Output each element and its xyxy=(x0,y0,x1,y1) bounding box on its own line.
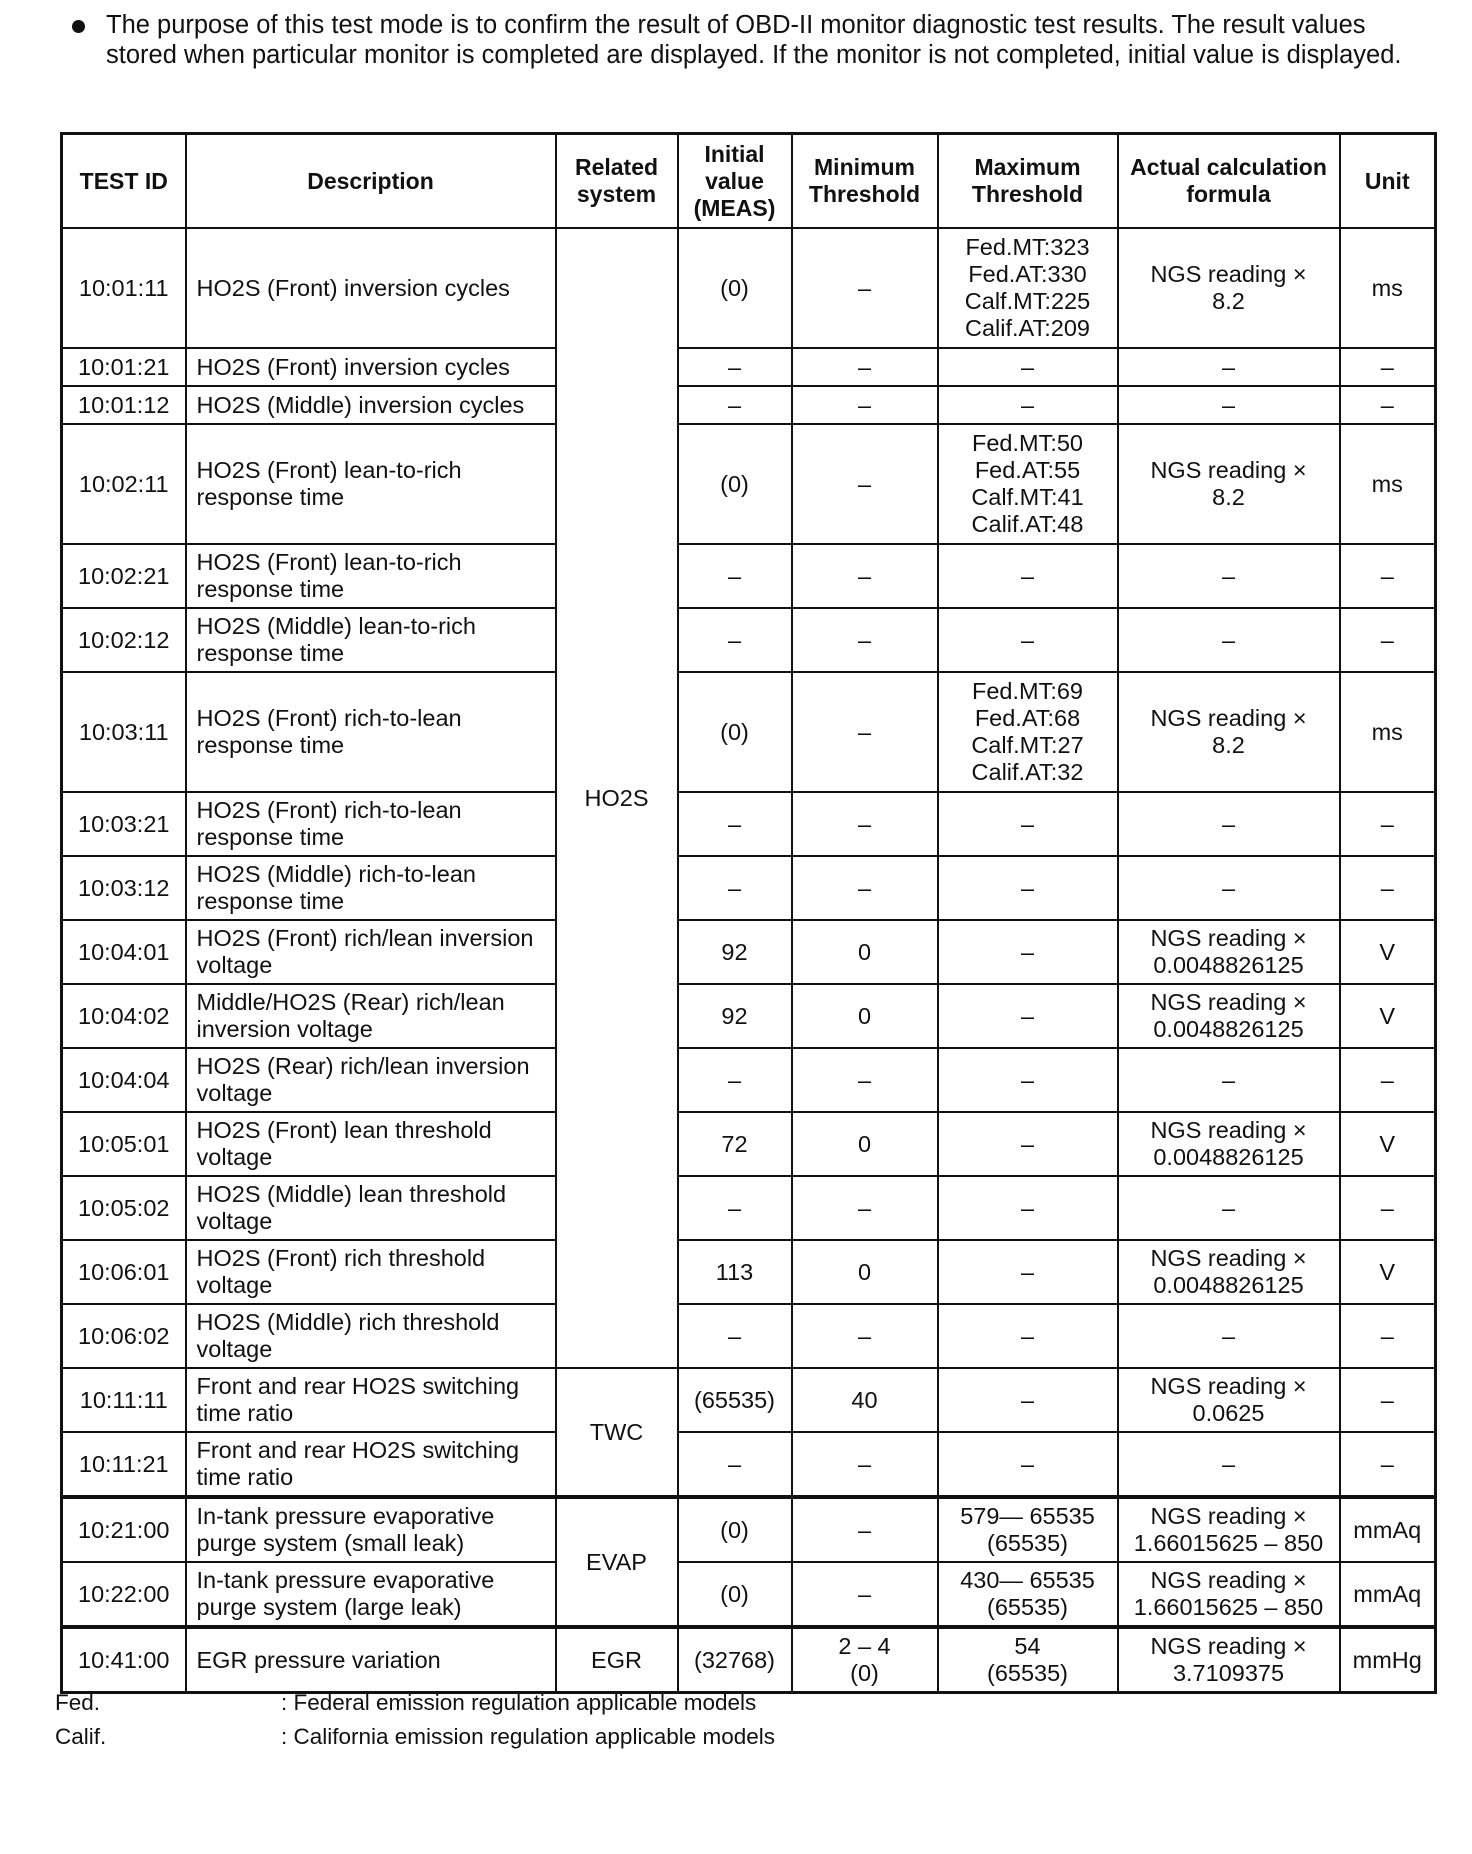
max-threshold-cell: – xyxy=(938,608,1118,672)
test-id-cell: 10:01:12 xyxy=(62,386,186,424)
formula-cell: NGS reading × 0.0048826125 xyxy=(1118,1240,1340,1304)
description-cell: Front and rear HO2S switching time ratio xyxy=(186,1432,556,1497)
description-cell: HO2S (Front) inversion cycles xyxy=(186,228,556,348)
formula-cell: – xyxy=(1118,1048,1340,1112)
test-id-cell: 10:22:00 xyxy=(62,1562,186,1627)
footnote-term: Fed. xyxy=(55,1690,101,1715)
initial-value-cell: – xyxy=(678,1176,792,1240)
formula-cell: NGS reading × 0.0048826125 xyxy=(1118,920,1340,984)
test-id-cell: 10:03:12 xyxy=(62,856,186,920)
description-cell: HO2S (Front) rich threshold voltage xyxy=(186,1240,556,1304)
min-threshold-cell: 0 xyxy=(792,920,938,984)
test-id-cell: 10:03:21 xyxy=(62,792,186,856)
max-threshold-cell: – xyxy=(938,1304,1118,1368)
unit-cell: – xyxy=(1340,856,1436,920)
description-cell: HO2S (Front) rich/lean inversion voltage xyxy=(186,920,556,984)
table-row xyxy=(62,1368,1436,1432)
initial-value-cell: – xyxy=(678,386,792,424)
test-id-cell: 10:04:04 xyxy=(62,1048,186,1112)
test-id-cell: 10:11:21 xyxy=(62,1432,186,1497)
description-cell: Front and rear HO2S switching time ratio xyxy=(186,1368,556,1432)
max-threshold-cell: Fed.MT:323 Fed.AT:330 Calf.MT:225 Calif.AT:209 xyxy=(938,228,1118,348)
header-test-id: TEST ID xyxy=(62,134,186,229)
min-threshold-cell: – xyxy=(792,386,938,424)
table-row xyxy=(62,856,1436,920)
test-id-cell: 10:05:02 xyxy=(62,1176,186,1240)
description-cell: HO2S (Middle) rich threshold voltage xyxy=(186,1304,556,1368)
description-cell: HO2S (Middle) lean-to-rich response time xyxy=(186,608,556,672)
unit-cell: – xyxy=(1340,1368,1436,1432)
description-cell: HO2S (Front) lean-to-rich response time xyxy=(186,424,556,544)
test-id-cell: 10:06:01 xyxy=(62,1240,186,1304)
formula-cell: NGS reading × 1.66015625 – 850 xyxy=(1118,1497,1340,1562)
table-row xyxy=(62,386,1436,424)
max-threshold-cell: Fed.MT:69 Fed.AT:68 Calf.MT:27 Calif.AT:32 xyxy=(938,672,1118,792)
table-row xyxy=(62,608,1436,672)
min-threshold-cell: – xyxy=(792,544,938,608)
min-threshold-cell: 0 xyxy=(792,1112,938,1176)
formula-cell: – xyxy=(1118,544,1340,608)
header-related-system: Related system xyxy=(556,134,678,229)
unit-cell: – xyxy=(1340,1432,1436,1497)
max-threshold-cell: – xyxy=(938,544,1118,608)
table-row xyxy=(62,1176,1436,1240)
formula-cell: NGS reading × 8.2 xyxy=(1118,228,1340,348)
header-min-threshold: Minimum Threshold xyxy=(792,134,938,229)
max-threshold-cell: 579— 65535 (65535) xyxy=(938,1497,1118,1562)
table-row xyxy=(62,1112,1436,1176)
formula-cell: – xyxy=(1118,386,1340,424)
related-system-ho2s: HO2S xyxy=(556,228,678,1368)
test-id-cell: 10:04:02 xyxy=(62,984,186,1048)
min-threshold-cell: – xyxy=(792,1432,938,1497)
initial-value-cell: (32768) xyxy=(678,1627,792,1693)
table-row xyxy=(62,984,1436,1048)
test-id-cell: 10:01:11 xyxy=(62,228,186,348)
unit-cell: – xyxy=(1340,1304,1436,1368)
min-threshold-cell: – xyxy=(792,1048,938,1112)
test-id-cell: 10:05:01 xyxy=(62,1112,186,1176)
max-threshold-cell: – xyxy=(938,1048,1118,1112)
test-id-cell: 10:21:00 xyxy=(62,1497,186,1562)
initial-value-cell: (0) xyxy=(678,672,792,792)
table-row xyxy=(62,348,1436,386)
unit-cell: – xyxy=(1340,544,1436,608)
formula-cell: – xyxy=(1118,1304,1340,1368)
unit-cell: – xyxy=(1340,386,1436,424)
description-cell: Middle/HO2S (Rear) rich/lean inversion voltage xyxy=(186,984,556,1048)
max-threshold-cell: – xyxy=(938,792,1118,856)
description-cell: HO2S (Front) inversion cycles xyxy=(186,348,556,386)
header-row xyxy=(62,134,1436,229)
min-threshold-cell: – xyxy=(792,424,938,544)
test-id-cell: 10:03:11 xyxy=(62,672,186,792)
unit-cell: – xyxy=(1340,1176,1436,1240)
related-system-twc: TWC xyxy=(556,1368,678,1497)
description-cell: HO2S (Middle) inversion cycles xyxy=(186,386,556,424)
initial-value-cell: (0) xyxy=(678,424,792,544)
formula-cell: – xyxy=(1118,608,1340,672)
initial-value-cell: (0) xyxy=(678,228,792,348)
footnote-definition: : California emission regulation applicable models xyxy=(281,1724,776,1749)
description-cell: HO2S (Front) rich-to-lean response time xyxy=(186,672,556,792)
header-initial-value: Initial value (MEAS) xyxy=(678,134,792,229)
formula-cell: NGS reading × 1.66015625 – 850 xyxy=(1118,1562,1340,1627)
unit-cell: ms xyxy=(1340,672,1436,792)
formula-cell: – xyxy=(1118,792,1340,856)
unit-cell: mmAq xyxy=(1340,1562,1436,1627)
formula-cell: NGS reading × 8.2 xyxy=(1118,424,1340,544)
footnote-definition: : Federal emission regulation applicable models xyxy=(281,1690,757,1715)
max-threshold-cell: 430— 65535 (65535) xyxy=(938,1562,1118,1627)
table-row xyxy=(62,544,1436,608)
header-description: Description xyxy=(186,134,556,229)
footnote-fed xyxy=(55,1686,955,1720)
table-row xyxy=(62,1497,1436,1562)
table-row xyxy=(62,920,1436,984)
formula-cell: NGS reading × 0.0048826125 xyxy=(1118,1112,1340,1176)
related-system-egr: EGR xyxy=(556,1627,678,1693)
max-threshold-cell: – xyxy=(938,348,1118,386)
unit-cell: ms xyxy=(1340,424,1436,544)
max-threshold-cell: – xyxy=(938,1368,1118,1432)
description-cell: HO2S (Front) lean threshold voltage xyxy=(186,1112,556,1176)
unit-cell: – xyxy=(1340,608,1436,672)
max-threshold-cell: – xyxy=(938,984,1118,1048)
min-threshold-cell: – xyxy=(792,856,938,920)
max-threshold-cell: – xyxy=(938,1112,1118,1176)
table-row xyxy=(62,1627,1436,1693)
table-row xyxy=(62,672,1436,792)
intro-paragraph xyxy=(72,10,1432,70)
unit-cell: mmHg xyxy=(1340,1627,1436,1693)
min-threshold-cell: – xyxy=(792,608,938,672)
test-id-cell: 10:02:12 xyxy=(62,608,186,672)
min-threshold-cell: 40 xyxy=(792,1368,938,1432)
table-row xyxy=(62,1048,1436,1112)
unit-cell: – xyxy=(1340,792,1436,856)
description-cell: HO2S (Rear) rich/lean inversion voltage xyxy=(186,1048,556,1112)
obd-test-results-table xyxy=(60,132,1437,1694)
description-cell: EGR pressure variation xyxy=(186,1627,556,1693)
min-threshold-cell: – xyxy=(792,1176,938,1240)
initial-value-cell: 113 xyxy=(678,1240,792,1304)
max-threshold-cell: – xyxy=(938,920,1118,984)
test-id-cell: 10:06:02 xyxy=(62,1304,186,1368)
unit-cell: ms xyxy=(1340,228,1436,348)
initial-value-cell: 92 xyxy=(678,984,792,1048)
description-cell: HO2S (Front) rich-to-lean response time xyxy=(186,792,556,856)
formula-cell: NGS reading × 3.7109375 xyxy=(1118,1627,1340,1693)
initial-value-cell: 72 xyxy=(678,1112,792,1176)
unit-cell: V xyxy=(1340,920,1436,984)
initial-value-cell: – xyxy=(678,792,792,856)
max-threshold-cell: – xyxy=(938,1176,1118,1240)
initial-value-cell: (65535) xyxy=(678,1368,792,1432)
formula-cell: NGS reading × 0.0625 xyxy=(1118,1368,1340,1432)
formula-cell: – xyxy=(1118,348,1340,386)
description-cell: HO2S (Middle) lean threshold voltage xyxy=(186,1176,556,1240)
header-formula: Actual calculation formula xyxy=(1118,134,1340,229)
formula-cell: – xyxy=(1118,1176,1340,1240)
initial-value-cell: – xyxy=(678,856,792,920)
related-system-evap: EVAP xyxy=(556,1497,678,1627)
min-threshold-cell: – xyxy=(792,228,938,348)
description-cell: In-tank pressure evaporative purge system (large leak) xyxy=(186,1562,556,1627)
unit-cell: V xyxy=(1340,1240,1436,1304)
min-threshold-cell: 0 xyxy=(792,1240,938,1304)
description-cell: In-tank pressure evaporative purge system (small leak) xyxy=(186,1497,556,1562)
header-max-threshold: Maximum Threshold xyxy=(938,134,1118,229)
unit-cell: V xyxy=(1340,984,1436,1048)
table-row xyxy=(62,424,1436,544)
initial-value-cell: – xyxy=(678,1432,792,1497)
description-cell: HO2S (Middle) rich-to-lean response time xyxy=(186,856,556,920)
formula-cell: – xyxy=(1118,856,1340,920)
unit-cell: – xyxy=(1340,348,1436,386)
max-threshold-cell: – xyxy=(938,1432,1118,1497)
formula-cell: NGS reading × 0.0048826125 xyxy=(1118,984,1340,1048)
intro-text: The purpose of this test mode is to confirm the result of OBD-II monitor diagnostic test results. The result values stored when particular monitor is completed are displayed. If the monitor is not completed, initial value is displayed. xyxy=(106,11,1402,69)
max-threshold-cell: – xyxy=(938,856,1118,920)
initial-value-cell: – xyxy=(678,1048,792,1112)
initial-value-cell: 92 xyxy=(678,920,792,984)
table-row xyxy=(62,1562,1436,1627)
unit-cell: – xyxy=(1340,1048,1436,1112)
test-id-cell: 10:04:01 xyxy=(62,920,186,984)
unit-cell: V xyxy=(1340,1112,1436,1176)
test-id-cell: 10:41:00 xyxy=(62,1627,186,1693)
formula-cell: NGS reading × 8.2 xyxy=(1118,672,1340,792)
table-row xyxy=(62,792,1436,856)
min-threshold-cell: 2 – 4 (0) xyxy=(792,1627,938,1693)
min-threshold-cell: – xyxy=(792,1304,938,1368)
table-row xyxy=(62,1304,1436,1368)
min-threshold-cell: – xyxy=(792,792,938,856)
initial-value-cell: – xyxy=(678,544,792,608)
initial-value-cell: – xyxy=(678,348,792,386)
max-threshold-cell: – xyxy=(938,386,1118,424)
min-threshold-cell: 0 xyxy=(792,984,938,1048)
formula-cell: – xyxy=(1118,1432,1340,1497)
header-unit: Unit xyxy=(1340,134,1436,229)
bullet-icon xyxy=(72,20,85,33)
max-threshold-cell: 54 (65535) xyxy=(938,1627,1118,1693)
footnote-calif xyxy=(55,1720,955,1754)
min-threshold-cell: – xyxy=(792,672,938,792)
max-threshold-cell: Fed.MT:50 Fed.AT:55 Calf.MT:41 Calif.AT:48 xyxy=(938,424,1118,544)
table-row xyxy=(62,1240,1436,1304)
test-id-cell: 10:01:21 xyxy=(62,348,186,386)
footnotes xyxy=(55,1686,955,1754)
max-threshold-cell: – xyxy=(938,1240,1118,1304)
unit-cell: mmAq xyxy=(1340,1497,1436,1562)
initial-value-cell: (0) xyxy=(678,1497,792,1562)
footnote-term: Calif. xyxy=(55,1724,107,1749)
test-id-cell: 10:11:11 xyxy=(62,1368,186,1432)
test-id-cell: 10:02:11 xyxy=(62,424,186,544)
table-row xyxy=(62,1432,1436,1497)
min-threshold-cell: – xyxy=(792,1562,938,1627)
initial-value-cell: – xyxy=(678,608,792,672)
initial-value-cell: – xyxy=(678,1304,792,1368)
min-threshold-cell: – xyxy=(792,348,938,386)
description-cell: HO2S (Front) lean-to-rich response time xyxy=(186,544,556,608)
min-threshold-cell: – xyxy=(792,1497,938,1562)
test-id-cell: 10:02:21 xyxy=(62,544,186,608)
table-row xyxy=(62,228,1436,348)
initial-value-cell: (0) xyxy=(678,1562,792,1627)
